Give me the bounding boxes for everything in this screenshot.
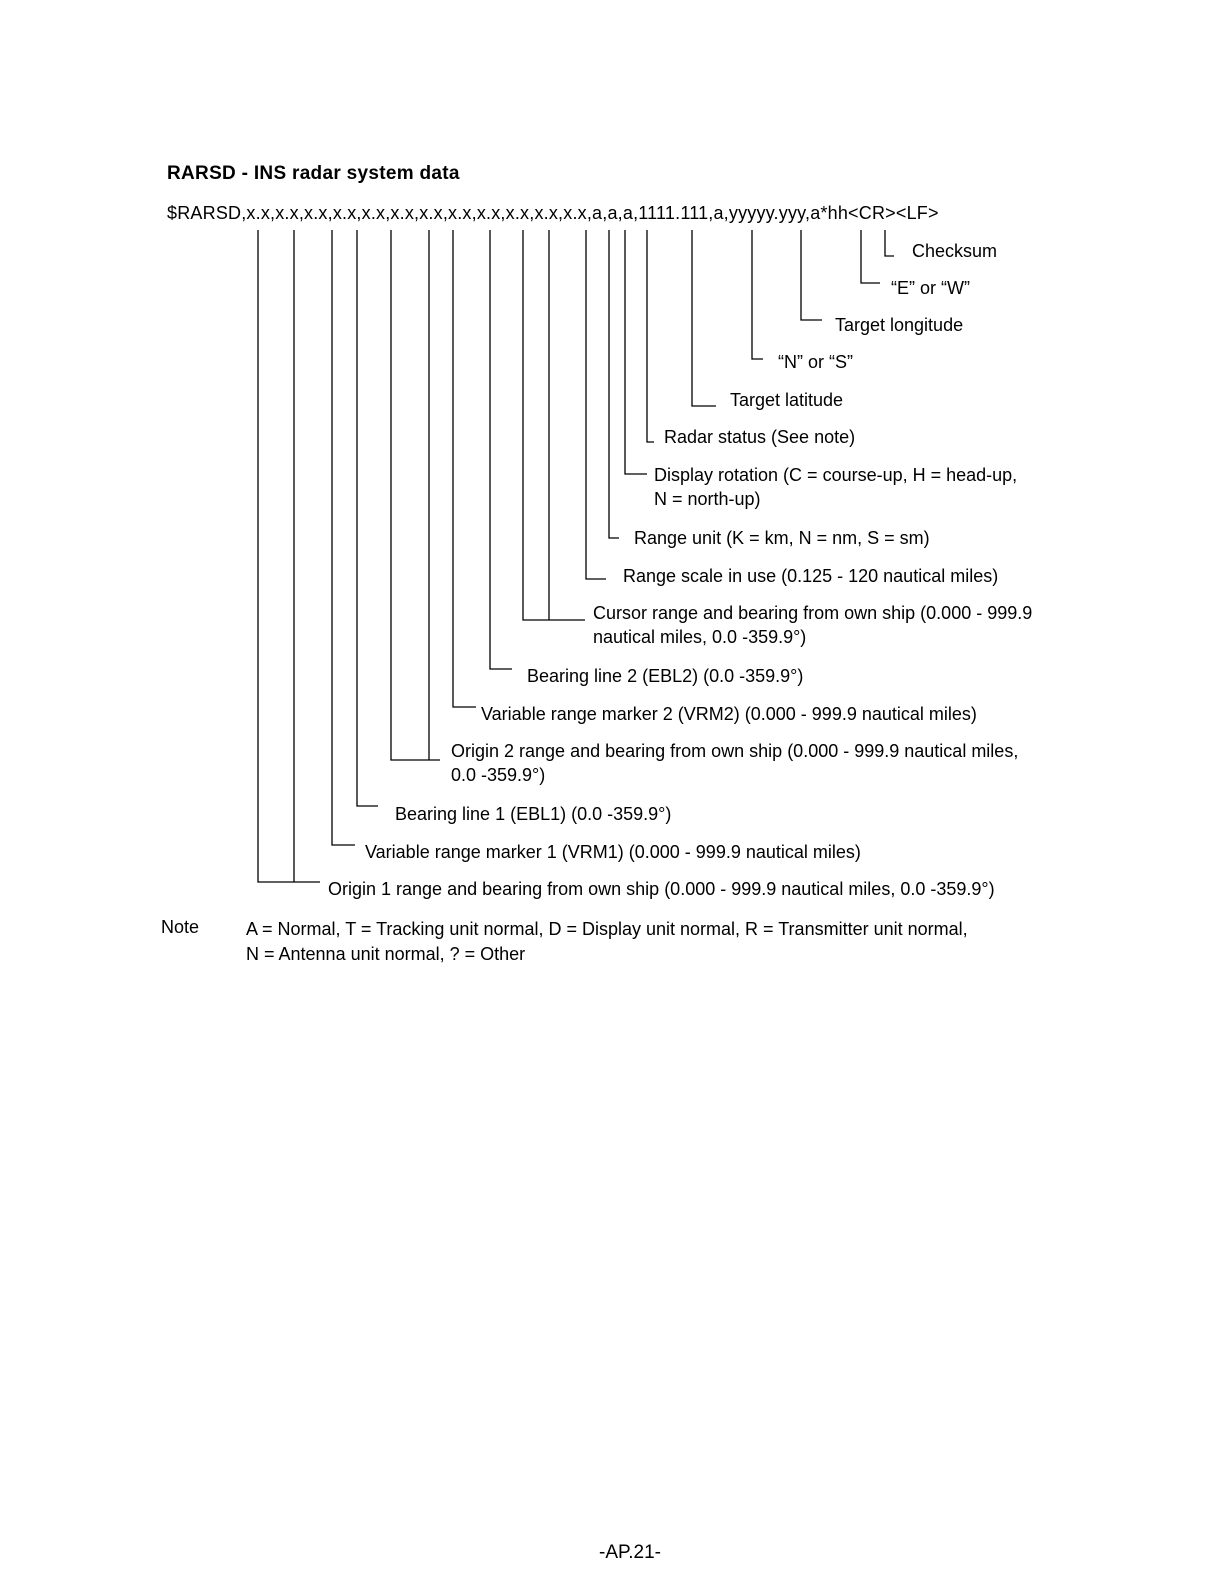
label-cursor-line1: Cursor range and bearing from own ship (0.000 - 999.9: [593, 603, 1033, 623]
label-vrm1: Variable range marker 1 (VRM1) (0.000 - 999.9 nautical miles): [365, 842, 861, 862]
label-target-longitude: Target longitude: [835, 315, 964, 335]
leader-target-longitude: [801, 230, 822, 320]
label-ebl1: Bearing line 1 (EBL1) (0.0 -359.9°): [395, 804, 672, 824]
label-range-unit: Range unit (K = km, N = nm, S = sm): [634, 528, 930, 548]
section-title: RARSD - INS radar system data: [167, 163, 460, 184]
leader-vrm1: [332, 230, 355, 845]
leader-vrm2: [453, 230, 476, 707]
leader-ebl1: [357, 230, 378, 806]
label-display-rotation-line1: Display rotation (C = course-up, H = head-up,: [654, 465, 1018, 485]
label-ebl2: Bearing line 2 (EBL2) (0.0 -359.9°): [527, 666, 804, 686]
leader-origin1: [258, 230, 320, 882]
label-range-scale: Range scale in use (0.125 - 120 nautical miles): [623, 566, 999, 586]
leader-target-latitude: [692, 230, 716, 406]
page-number: -AP.21-: [599, 1542, 661, 1563]
leader-cursor: [523, 230, 585, 620]
leader-origin2: [391, 230, 440, 760]
label-east-west: “E” or “W”: [891, 278, 970, 298]
note-heading: Note: [161, 917, 200, 937]
leader-radar-status: [647, 230, 654, 442]
leader-range-unit: [609, 230, 619, 538]
leader-display-rotation: [625, 230, 647, 474]
sentence-format: $RARSD,x.x,x.x,x.x,x.x,x.x,x.x,x.x,x.x,x.x,x.x,x.x,x.x,a,a,a,1111.111,a,yyyyy.yyy,a*hh<CR><LF>: [167, 203, 939, 223]
leader-ebl2: [490, 230, 512, 669]
label-north-south: “N” or “S”: [778, 352, 853, 372]
note-line1: A = Normal, T = Tracking unit normal, D = Display unit normal, R = Transmitter unit normal,: [246, 919, 968, 939]
note-line2: N = Antenna unit normal, ? = Other: [246, 944, 526, 964]
label-target-latitude: Target latitude: [730, 390, 844, 410]
label-cursor-line2: nautical miles, 0.0 -359.9°): [593, 627, 807, 647]
label-origin2-line2: 0.0 -359.9°): [451, 765, 546, 785]
leader-north-south: [752, 230, 763, 359]
label-vrm2: Variable range marker 2 (VRM2) (0.000 - 999.9 nautical miles): [481, 704, 977, 724]
note-body: [246, 917, 968, 967]
leader-range-scale: [586, 230, 606, 579]
label-origin2-line1: Origin 2 range and bearing from own ship (0.000 - 999.9 nautical miles,: [451, 741, 1019, 761]
leader-checksum: [885, 230, 894, 256]
leader-east-west: [861, 230, 880, 283]
label-origin1: Origin 1 range and bearing from own ship (0.000 - 999.9 nautical miles, 0.0 -359.9°): [328, 879, 995, 899]
label-checksum: Checksum: [912, 241, 998, 261]
label-radar-status: Radar status (See note): [664, 427, 856, 447]
label-display-rotation-line2: N = north-up): [654, 489, 761, 509]
